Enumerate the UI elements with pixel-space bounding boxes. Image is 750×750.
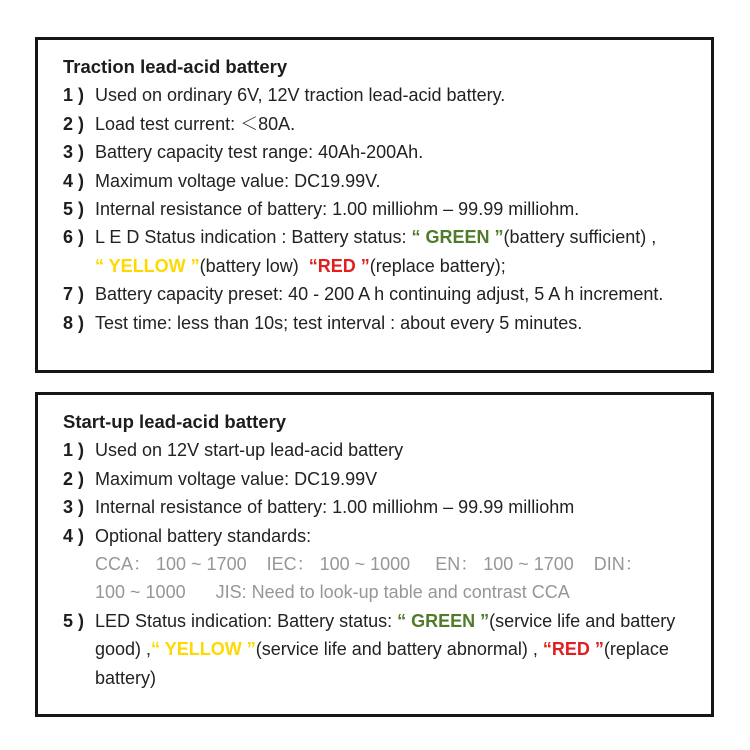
item-text [95,493,695,521]
text-segment: (replace [603,639,669,660]
item-text [95,436,695,464]
text-segment: (battery low) [199,255,309,276]
text-segment: battery) [95,667,157,688]
text-segment: good) , [95,639,152,660]
text-segment: Maximum voltage value: DC19.99V. [95,170,381,191]
list-item [63,522,695,607]
grey-status-text: 100 ~ 1000 JIS: Need to look-up table and contrast CCA [95,582,570,603]
text-segment: LED Status indication: Battery status: [95,610,398,631]
list-item [63,280,695,308]
text-line [95,664,695,692]
startup-section-title: Start-up lead-acid battery [63,411,287,432]
list-item [63,110,695,138]
text-line [95,550,695,578]
traction-item-list [63,81,695,337]
text-segment: Battery capacity test range: 40Ah-200Ah. [95,142,424,163]
item-text [95,138,695,166]
text-segment: Used on 12V start-up lead-acid battery [95,440,404,461]
text-segment: Internal resistance of battery: 1.00 milliohm – 99.99 milliohm. [95,199,580,220]
yellow-status-text: “ YELLOW ” [95,255,200,276]
item-text [95,195,695,223]
item-number: 5 ) [63,610,85,631]
text-line [95,635,695,663]
item-number: 8 ) [63,312,85,333]
text-segment: Battery capacity preset: 40 - 200 A h continuing adjust, 5 A h increment. [95,284,664,305]
green-status-text: “ GREEN ” [397,610,490,631]
item-text [95,167,695,195]
list-item [63,493,695,521]
text-segment: Test time: less than 10s; test interval : about every 5 minutes. [95,312,583,333]
list-item [63,81,695,109]
text-segment: Internal resistance of battery: 1.00 milliohm – 99.99 milliohm [95,497,575,518]
text-line [95,436,695,464]
item-text [95,110,695,138]
text-line [95,110,695,138]
item-number: 4 ) [63,525,85,546]
list-item [63,309,695,337]
text-segment: (replace battery); [369,255,506,276]
item-number: 2 ) [63,468,85,489]
text-segment: Maximum voltage value: DC19.99V [95,468,378,489]
grey-status-text: CCA： 100 ~ 1700 IEC： 100 ~ 1000 EN： 100 ~ 1700 DIN： [95,554,643,575]
list-item [63,195,695,223]
item-text [95,309,695,337]
item-text [95,465,695,493]
text-line [95,167,695,195]
item-text [95,522,695,607]
green-status-text: “ GREEN ” [411,227,504,248]
text-line [95,81,695,109]
text-segment: Optional battery standards: [95,525,312,546]
text-line [95,522,695,550]
yellow-status-text: “ YELLOW ” [151,639,256,660]
traction-section-title: Traction lead-acid battery [63,56,288,77]
red-status-text: “RED ” [308,255,370,276]
text-segment: L E D Status indication : Battery status: [95,227,412,248]
traction-battery-section [35,37,714,373]
list-item [63,607,695,692]
item-number: 3 ) [63,497,85,518]
item-number: 6 ) [63,227,85,248]
text-line [95,252,695,280]
text-line [95,138,695,166]
text-line [95,578,695,606]
item-text [95,223,695,280]
item-number: 3 ) [63,142,85,163]
item-text [95,280,695,308]
text-segment: (service life and battery [489,610,676,631]
text-segment: (battery sufficient) , [503,227,657,248]
item-text [95,81,695,109]
text-line [95,607,695,635]
red-status-text: “RED ” [542,639,604,660]
text-segment: Load test current: ＜80A. [95,113,296,134]
list-item [63,436,695,464]
text-line [95,223,695,251]
text-line [95,465,695,493]
item-text [95,607,695,692]
startup-item-list [63,436,695,692]
item-number: 1 ) [63,440,85,461]
list-item [63,223,695,280]
text-line [95,280,695,308]
startup-battery-section [35,392,714,717]
text-segment: Used on ordinary 6V, 12V traction lead-acid battery. [95,85,506,106]
item-number: 4 ) [63,170,85,191]
list-item [63,167,695,195]
text-line [95,493,695,521]
text-segment: (service life and battery abnormal) , [255,639,543,660]
list-item [63,465,695,493]
text-line [95,309,695,337]
list-item [63,138,695,166]
text-line [95,195,695,223]
item-number: 7 ) [63,284,85,305]
item-number: 5 ) [63,199,85,220]
item-number: 1 ) [63,85,85,106]
item-number: 2 ) [63,113,85,134]
